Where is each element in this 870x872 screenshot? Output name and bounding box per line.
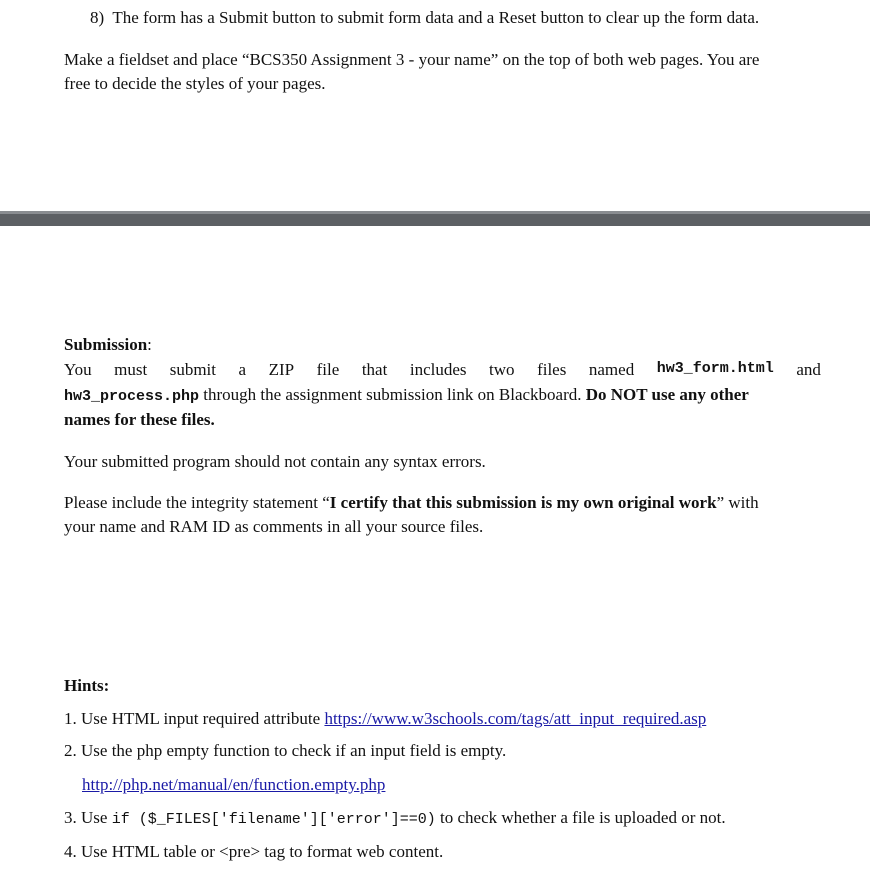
word: You	[64, 360, 92, 379]
submission-line1	[64, 360, 821, 380]
submission-heading-colon: :	[147, 335, 152, 354]
integrity-post: ” with	[716, 493, 759, 512]
filename-form: hw3_form.html	[656, 360, 774, 377]
hint-3	[64, 808, 726, 828]
integrity-statement: I certify that this submission is my own original work	[329, 493, 717, 512]
syntax-note: Your submitted program should not contain any syntax errors.	[64, 452, 486, 471]
hint-2: 2. Use the php empty function to check if an input field is empty.	[64, 741, 507, 760]
integrity-line1	[64, 493, 759, 513]
hint-1	[64, 709, 706, 729]
submission-warning: Do NOT use any other	[585, 385, 749, 404]
hint-1-text: 1. Use HTML input required attribute	[64, 709, 325, 728]
hint-4: 4. Use HTML table or <pre> tag to format web content.	[64, 842, 444, 861]
submission-line2-text: through the assignment submission link on Blackboard.	[199, 385, 586, 404]
fieldset-instruction-line2: free to decide the styles of your pages.	[64, 74, 326, 93]
word: includes	[409, 360, 467, 379]
page-separator	[0, 211, 870, 226]
submission-line2	[64, 385, 749, 405]
submission-heading-label: Submission	[64, 335, 148, 354]
word: ZIP	[268, 360, 295, 379]
word: named	[588, 360, 635, 379]
submission-warning-line2: names for these files.	[64, 410, 215, 429]
hint-3-pre: 3. Use	[64, 808, 112, 827]
fieldset-instruction-line1: Make a fieldset and place “BCS350 Assignment 3 - your name” on the top of both web pages. You are	[64, 50, 760, 69]
submission-heading	[64, 335, 152, 355]
word: must	[114, 360, 148, 379]
word: files	[537, 360, 567, 379]
hint-2-link	[82, 775, 385, 795]
hint-1-link[interactable]: https://www.w3schools.com/tags/att_input_required.asp	[324, 709, 707, 728]
filename-process: hw3_process.php	[64, 388, 200, 405]
word: a	[238, 360, 247, 379]
word: submit	[169, 360, 216, 379]
integrity-pre: Please include the integrity statement “	[64, 493, 330, 512]
hint-3-code: if ($_FILES['filename']['error']==0)	[111, 811, 436, 828]
word: that	[361, 360, 388, 379]
hint-3-post: to check whether a file is uploaded or not.	[435, 808, 726, 827]
word: and	[796, 360, 821, 379]
integrity-line2: your name and RAM ID as comments in all your source files.	[64, 517, 484, 536]
requirement-item-8: 8) The form has a Submit button to submit form data and a Reset button to clear up the form data.	[90, 8, 760, 27]
hint-2-url[interactable]: http://php.net/manual/en/function.empty.php	[82, 775, 386, 794]
word: two	[489, 360, 515, 379]
word: file	[316, 360, 340, 379]
hints-heading: Hints:	[64, 676, 110, 695]
